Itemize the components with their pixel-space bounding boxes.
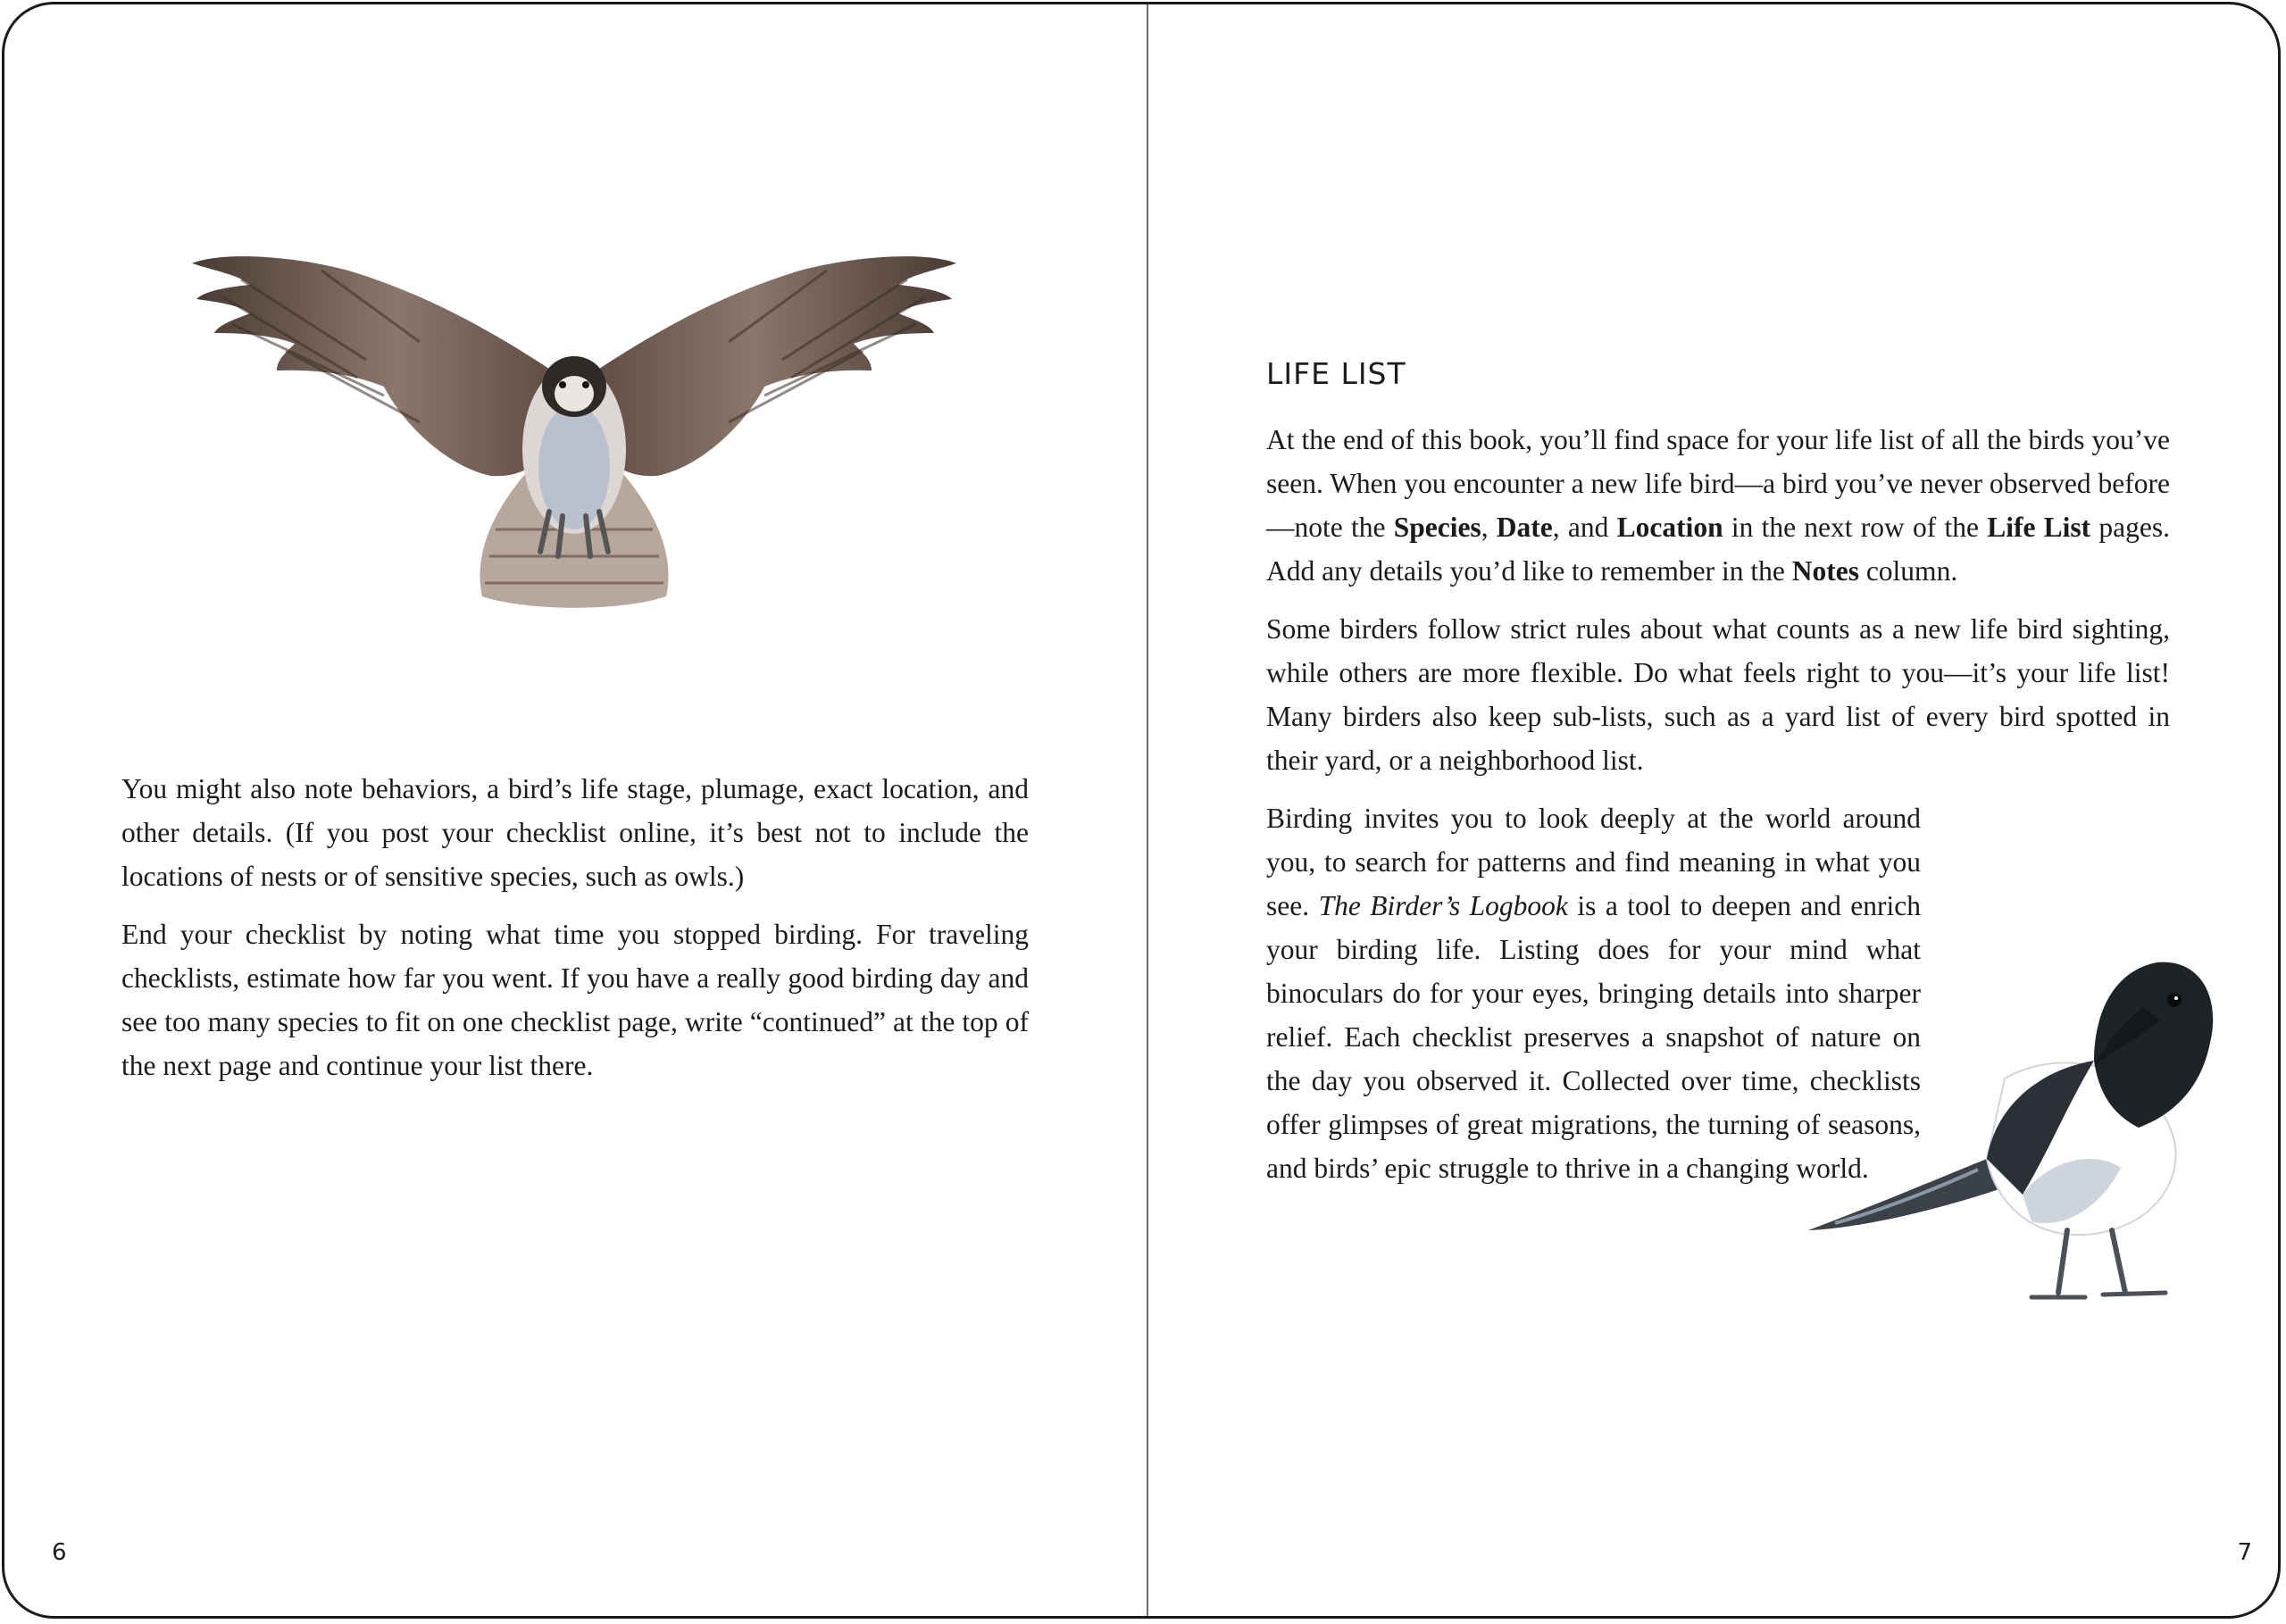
left-page	[4, 4, 1147, 1616]
paragraph	[1266, 418, 2170, 593]
section-heading: LIFE LIST	[1266, 356, 1406, 391]
magpie-illustration	[1799, 936, 2219, 1333]
bold-term: Location	[1616, 512, 1723, 543]
page-number: 7	[2237, 1539, 2252, 1566]
bold-term: Date	[1496, 512, 1553, 543]
text-run: is a tool to deepen and enrich your birding life. Listing does for your mind what binoculars do for your eyes, bringing details into sharper relief. Each checklist preserves a snapshot of nature on the day you observed it. Collected over time, checklists offer glimpses of great migrations, the turning of seasons, and birds’ epic struggle to thrive in a changing world.	[1266, 890, 1921, 1184]
text-run: pages. Add any details you’d like to remember in the	[1266, 512, 2171, 587]
osprey-illustration	[188, 244, 961, 619]
page-number: 6	[52, 1539, 67, 1566]
bold-term: Species	[1393, 512, 1481, 543]
left-body-text	[121, 767, 1029, 1102]
book-title: The Birder’s Logbook	[1318, 890, 1568, 921]
text-run: At the end of this book, you’ll find space for your life list of all the birds you’ve seen. When you encounter a new life bird—a bird you’ve never observed before—note the	[1266, 424, 2170, 543]
text-run: column.	[1858, 555, 1958, 587]
bold-term: Life List	[1987, 512, 2091, 543]
text-run: in the next row of the	[1723, 512, 1988, 543]
paragraph: Some birders follow strict rules about what counts as a new life bird sighting, while others are more flexible. Do what feels right to you—it’s your life list! Many birders also keep sub-lists, such as a yard list of every bird spotted in their yard, or a neighborhood list.	[1266, 613, 2170, 776]
book-spread	[2, 2, 2281, 1619]
text-run: Birding invites you to look deeply at the world around you, to search for patterns and find meaning in what you see.	[1266, 803, 1921, 921]
text-run: , and	[1552, 512, 1617, 543]
paragraph: You might also note behaviors, a bird’s life stage, plumage, exact location, and other details. (If you post your checklist online, it’s best not to include the locations of nests or of sensitive species, such as owls.)	[121, 773, 1029, 892]
bold-term: Notes	[1791, 555, 1859, 587]
text-run: ,	[1481, 512, 1497, 543]
right-page	[1148, 4, 2281, 1616]
paragraph: End your checklist by noting what time you stopped birding. For traveling checklists, estimate how far you went. If you have a really good birding day and see too many species to fit on one checklist page, write “continued” at the top of the next page and continue your list there.	[121, 919, 1029, 1081]
